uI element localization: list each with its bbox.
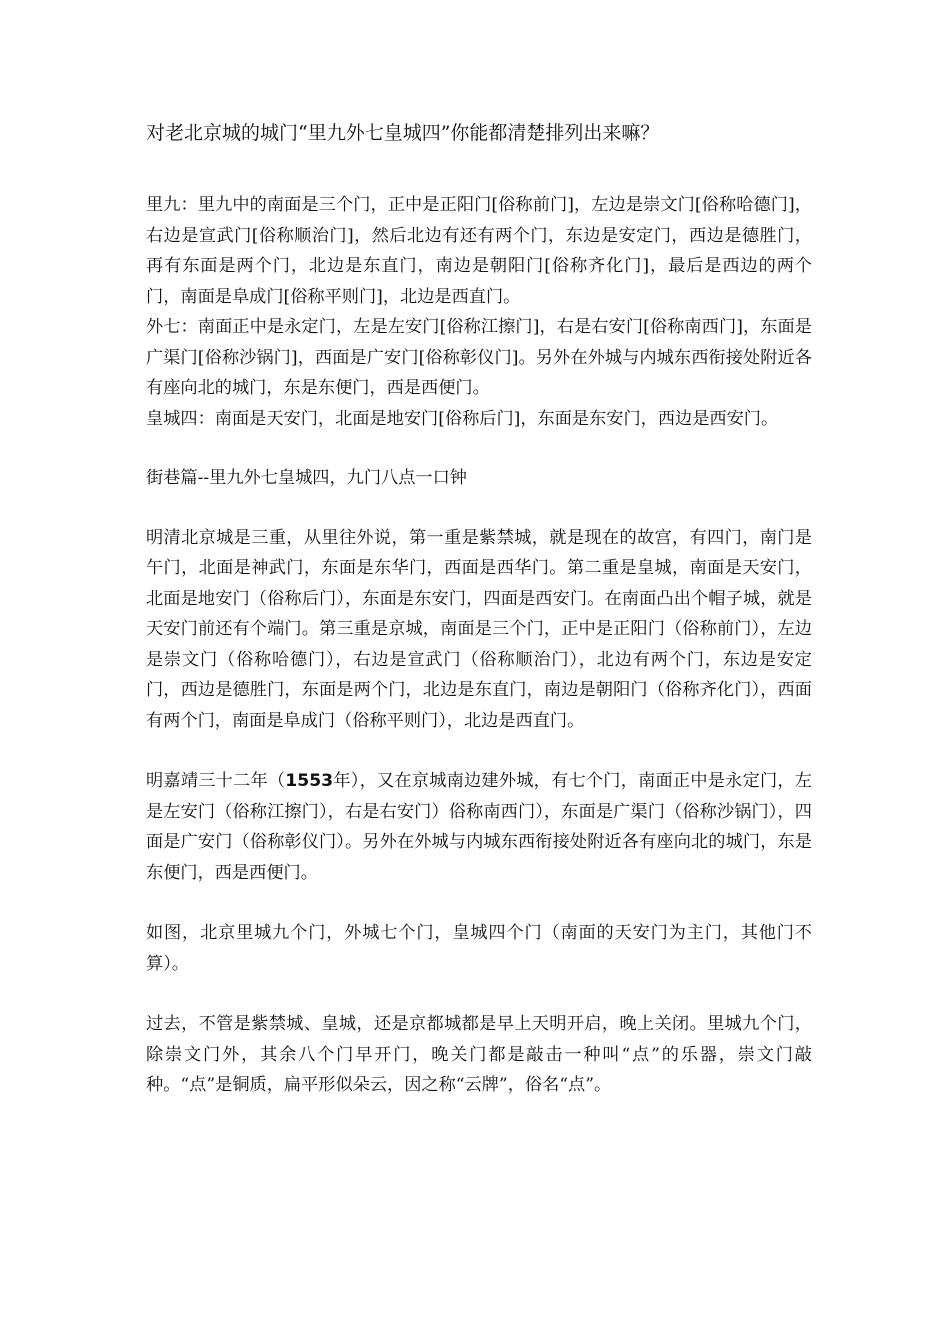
spacer bbox=[146, 494, 812, 523]
paragraph-li-jiu: 里九：里九中的南面是三个门，正中是正阳门[俗称前门]，左边是崇文门[俗称哈德门]，右边是宣武门[俗称顺治门]，然后北边有还有两个门，东边是安定门，西边是德胜门，再有东面是两个门，北边是东直门，南边是朝阳门[俗称齐化门]，最后是西边的两个门，南面是阜成门[俗称平则门]，北边是西直门。 bbox=[146, 195, 812, 307]
paragraph-three-walls: 明清北京城是三重，从里往外说，第一重是紫禁城，就是现在的故宫，有四门，南门是午门，北面是神武门，东面是东华门，西面是西华门。第二重是皇城，南面是天安门，北面是地安门（俗称后门），东面是东安门，四面是西安门。在南面凸出个帽子城，就是天安门前还有个端门。第三重是京城，南面是三个门，正中是正阳门（俗称前门），左边是崇文门（俗称哈德门），右边是宣武门（俗称顺治门），北边有两个门，东边是安定门，西边是德胜门，东面是两个门，北边是东直门，南边是朝阳门（俗称齐化门），西面有两个门，南面是阜成门（俗称平则门），北边是西直门。 bbox=[146, 527, 812, 731]
section-subheading: 街巷篇--里九外七皇城四，九门八点一口钟 bbox=[146, 468, 467, 488]
paragraph-wai-qi: 外七：南面正中是永定门，左是左安门[俗称江擦门]，右是右安门[俗称南西门]，东面是广渠门[俗称沙锅门]，西面是广安门[俗称彰仪门]。另外在外城与内城东西衔接处附近各有座向北的城门，东是东便门，西是西便门。 bbox=[146, 317, 812, 398]
document-title: 对老北京城的城门“里九外七皇城四”你能都清楚排列出来嘛？ bbox=[146, 122, 660, 144]
outer-city-text-rest: 年），又在京城南边建外城，有七个门，南面正中是永定门，左是左安门（俗称江擦门），右是右安门）俗称南西门），东面是广渠门（俗称沙锅门），四面是广安门（俗称彰仪门）。另外在外城与内城东西衔接处附近各有座向北的城门，东是东便门，西是西便门。 bbox=[146, 771, 812, 883]
year-number: 1553 bbox=[285, 771, 334, 791]
spacer bbox=[146, 736, 812, 766]
spacer bbox=[146, 434, 812, 463]
paragraph-bell: 过去，不管是紫禁城、皇城，还是京都城都是早上天明开启，晚上关闭。里城九个门，除崇文门外，其余八个门早开门，晚关门都是敲击一种叫“点”的乐器，崇文门敲种。“点”是铜质，扁平形似朵云，因之称“云牌”，俗名“点”。 bbox=[146, 1014, 812, 1095]
paragraph-outer-city bbox=[146, 766, 812, 888]
document-page bbox=[146, 118, 812, 1101]
paragraph-huang-cheng-si: 皇城四：南面是天安门，北面是地安门[俗称后门]，东面是东安门，西边是西安门。 bbox=[146, 408, 779, 429]
paragraph-figure-note: 如图，北京里城九个门，外城七个门，皇城四个门（南面的天安门为主门，其他门不算）。 bbox=[146, 923, 812, 974]
spacer bbox=[146, 979, 812, 1009]
spacer bbox=[146, 888, 812, 918]
outer-city-text-start: 明嘉靖三十二年（ bbox=[146, 771, 286, 791]
